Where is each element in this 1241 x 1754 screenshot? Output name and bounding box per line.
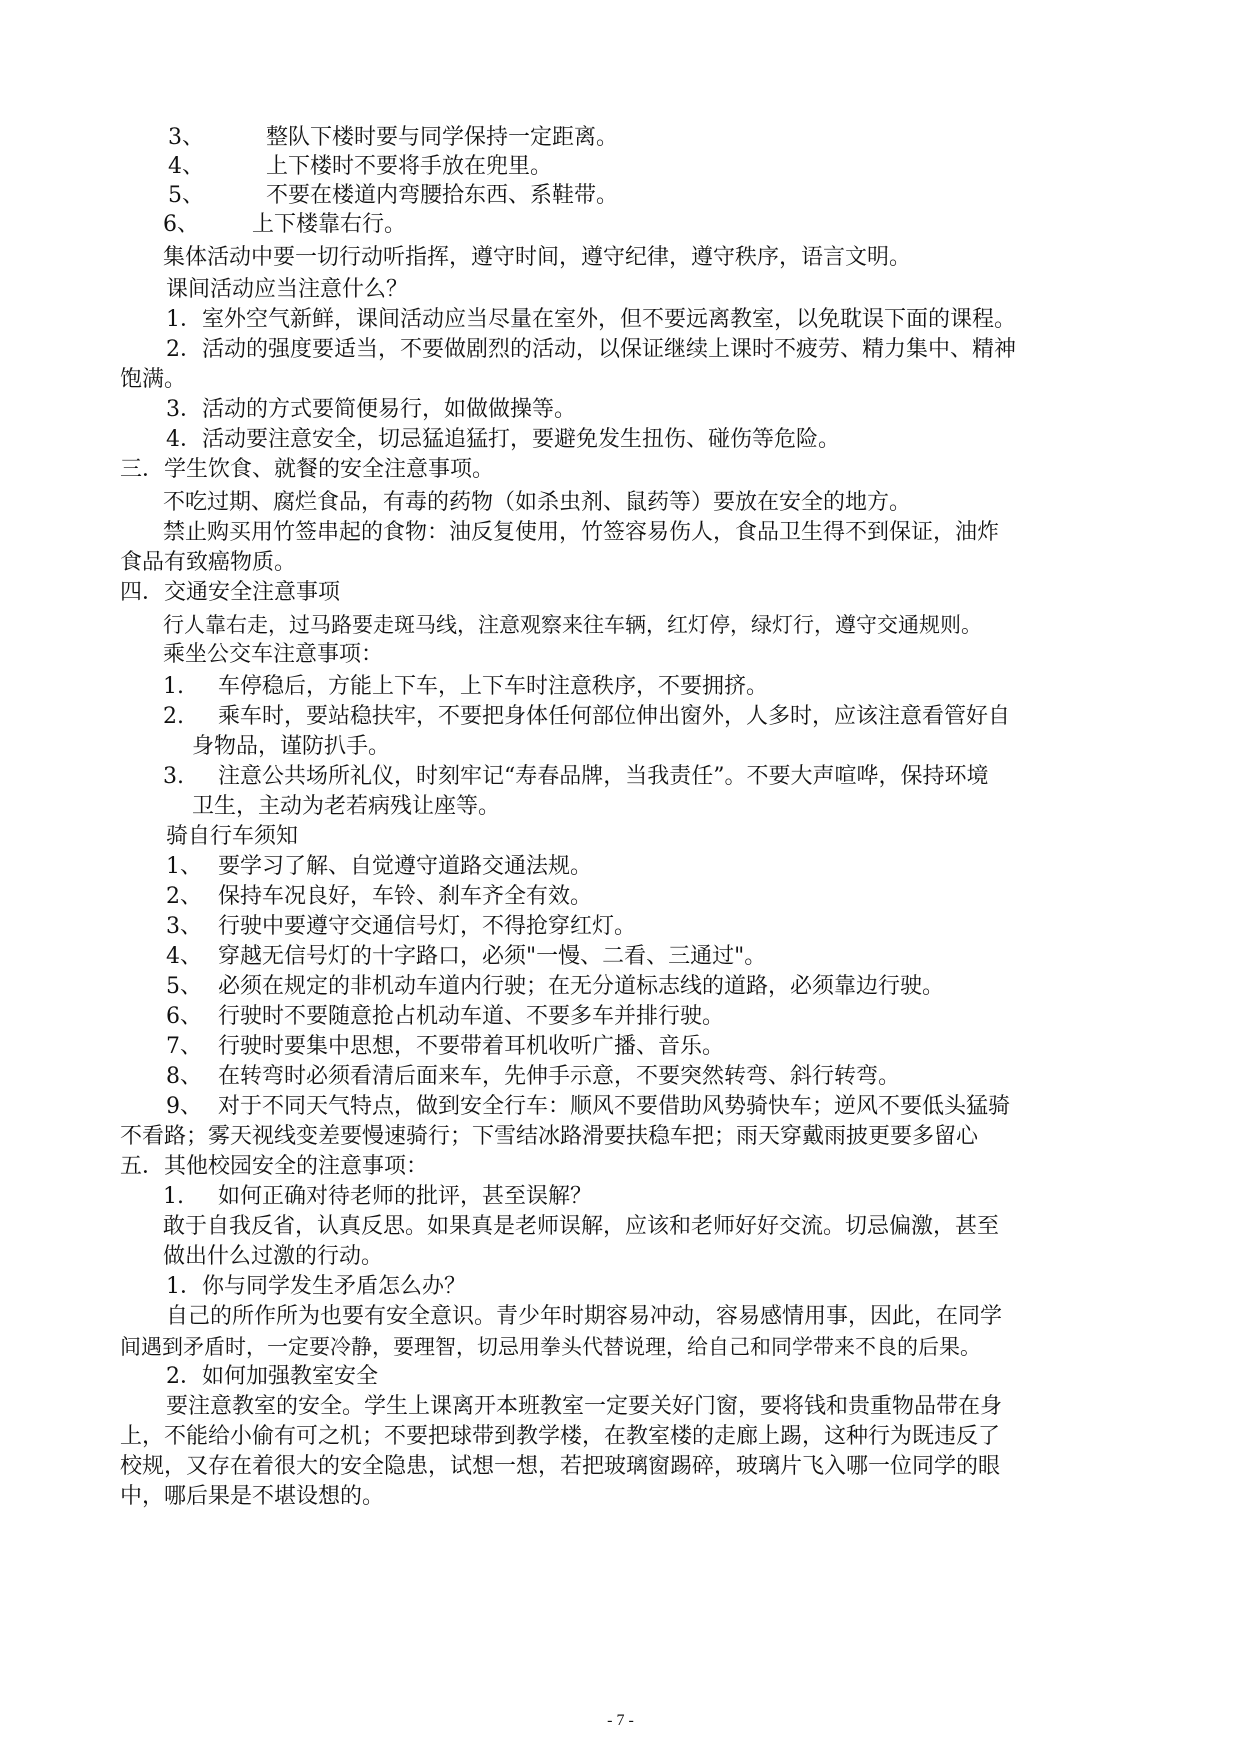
text-line xyxy=(166,1002,1241,1032)
text-line xyxy=(166,822,1241,852)
text-line xyxy=(120,548,1241,578)
text-line xyxy=(166,942,1241,972)
line-text: 不要在楼道内弯腰拾东西、系鞋带。 xyxy=(266,183,619,208)
line-text: 整队下楼时要与同学保持一定距离。 xyxy=(266,125,619,150)
text-line xyxy=(166,1062,1241,1092)
text-line xyxy=(166,305,1241,335)
text-line xyxy=(166,1272,1241,1302)
line-text: 中，哪后果是不堪设想的。 xyxy=(120,1484,385,1509)
line-text: 卫生，主动为老若病残让座等。 xyxy=(192,794,501,819)
line-text: 集体活动中要一切行动听指挥，遵守时间，遵守纪律，遵守秩序，语言文明。 xyxy=(163,245,912,270)
text-line xyxy=(120,1452,1241,1482)
text-line xyxy=(163,518,1241,548)
line-text: 自己的所作所为也要有安全意识。青少年时期容易冲动，容易感情用事，因此，在同学 xyxy=(166,1304,1003,1329)
text-line xyxy=(166,882,1241,912)
text-line xyxy=(166,1032,1241,1062)
text-line xyxy=(120,1482,1241,1512)
text-line xyxy=(163,672,1241,702)
list-number: 7、 xyxy=(166,1034,202,1059)
line-text: 注意公共场所礼仪，时刻牢记“寿春品牌，当我责任”。不要大声喧哗，保持环境 xyxy=(218,764,989,789)
line-text: 校规，又存在着很大的安全隐患，试想一想，若把玻璃窗踢碎，玻璃片飞入哪一位同学的眼 xyxy=(120,1454,1001,1479)
text-line xyxy=(120,578,1241,608)
text-line xyxy=(120,1122,1241,1152)
line-text: 1．你与同学发生矛盾怎么办？ xyxy=(166,1274,466,1299)
line-text: 车停稳后，方能上下车，上下车时注意秩序，不要拥挤。 xyxy=(218,674,769,699)
text-line xyxy=(163,702,1241,732)
text-line xyxy=(163,488,1241,518)
text-line xyxy=(163,210,1241,240)
list-number: 6、 xyxy=(163,212,199,237)
text-line xyxy=(166,395,1241,425)
list-number: 1、 xyxy=(166,854,202,879)
text-line xyxy=(166,1392,1241,1422)
list-number: 5、 xyxy=(166,974,202,999)
line-text: 要注意教室的安全。学生上课离开本班教室一定要关好门窗，要将钱和贵重物品带在身 xyxy=(166,1394,1003,1419)
text-line xyxy=(166,425,1241,455)
text-line xyxy=(168,152,1241,182)
list-number: 1. xyxy=(163,674,184,699)
text-line xyxy=(168,181,1241,211)
list-number: 4、 xyxy=(168,154,204,179)
line-text: 行人靠右走，过马路要走斑马线，注意观察来往车辆，红灯停，绿灯行，遵守交通规则。 xyxy=(163,613,982,637)
text-line xyxy=(163,1182,1241,1212)
text-line xyxy=(166,852,1241,882)
line-text: 敢于自我反省，认真反思。如果真是老师误解，应该和老师好好交流。切忌偏激，甚至 xyxy=(163,1214,1000,1239)
list-number: 2、 xyxy=(166,884,202,909)
text-line xyxy=(166,1362,1241,1392)
line-text: 禁止购买用竹签串起的食物：油反复使用，竹签容易伤人，食品卫生得不到保证，油炸 xyxy=(163,520,1000,545)
line-text: 在转弯时必须看清后面来车，先伸手示意，不要突然转弯、斜行转弯。 xyxy=(218,1064,901,1089)
line-text: 3．活动的方式要简便易行，如做做操等。 xyxy=(166,397,576,422)
text-line xyxy=(120,1422,1241,1452)
line-text: 乘坐公交车注意事项： xyxy=(163,642,384,667)
line-text: 不看路；雾天视线变差要慢速骑行；下雪结冰路滑要扶稳车把；雨天穿戴雨披更要多留心 xyxy=(120,1124,979,1149)
list-number: 3. xyxy=(163,764,184,789)
line-text: 身物品，谨防扒手。 xyxy=(192,734,391,759)
line-text: 上下楼时不要将手放在兜里。 xyxy=(266,154,553,179)
text-line xyxy=(163,1212,1241,1242)
list-number: 2. xyxy=(163,704,184,729)
text-line xyxy=(166,275,1241,305)
line-text: 上下楼靠右行。 xyxy=(252,212,407,237)
line-text: 必须在规定的非机动车道内行驶；在无分道标志线的道路，必须靠边行驶。 xyxy=(218,974,945,999)
line-text: 四．交通安全注意事项 xyxy=(120,580,341,605)
text-line xyxy=(168,123,1241,153)
line-text: 饱满。 xyxy=(120,367,187,392)
line-text: 乘车时，要站稳扶牢，不要把身体任何部位伸出窗外，人多时，应该注意看管好自 xyxy=(218,704,1011,729)
text-line xyxy=(166,972,1241,1002)
line-text: 课间活动应当注意什么？ xyxy=(166,277,409,302)
list-number: 6、 xyxy=(166,1004,202,1029)
line-text: 上，不能给小偷有可之机；不要把球带到教学楼，在教室楼的走廊上踢，这种行为既违反了 xyxy=(120,1424,1001,1449)
text-line xyxy=(163,1242,1241,1272)
text-line xyxy=(192,792,1241,822)
text-line xyxy=(166,335,1241,365)
list-number: 4、 xyxy=(166,944,202,969)
line-text: 五．其他校园安全的注意事项： xyxy=(120,1154,429,1179)
list-number: 8、 xyxy=(166,1064,202,1089)
text-line xyxy=(163,762,1241,792)
line-text: 1．室外空气新鲜，课间活动应当尽量在室外，但不要远离教室，以免耽误下面的课程。 xyxy=(166,307,1016,332)
text-line xyxy=(166,912,1241,942)
text-line xyxy=(192,732,1241,762)
line-text: 如何正确对待老师的批评，甚至误解？ xyxy=(218,1184,593,1209)
line-text: 行驶时不要随意抢占机动车道、不要多车并排行驶。 xyxy=(218,1004,725,1029)
line-text: 对于不同天气特点，做到安全行车：顺风不要借助风势骑快车；逆风不要低头猛骑 xyxy=(218,1094,1011,1119)
line-text: 骑自行车须知 xyxy=(166,824,299,849)
line-text: 做出什么过激的行动。 xyxy=(163,1244,384,1269)
line-text: 三．学生饮食、就餐的安全注意事项。 xyxy=(120,457,495,482)
line-text: 行驶时要集中思想，不要带着耳机收听广播、音乐。 xyxy=(218,1034,725,1059)
line-text: 保持车况良好，车铃、刹车齐全有效。 xyxy=(218,884,593,909)
list-number: 3、 xyxy=(168,125,204,150)
line-text: 穿越无信号灯的十字路口，必须"一慢、二看、三通过"。 xyxy=(218,944,767,969)
list-number: 5、 xyxy=(168,183,204,208)
list-number: 3、 xyxy=(166,914,202,939)
line-text: 要学习了解、自觉遵守道路交通法规。 xyxy=(218,854,593,879)
line-text: 行驶中要遵守交通信号灯，不得抢穿红灯。 xyxy=(218,914,637,939)
line-text: 4．活动要注意安全，切忌猛追猛打，要避免发生扭伤、碰伤等危险。 xyxy=(166,427,840,452)
line-text: 2．如何加强教室安全 xyxy=(166,1364,378,1389)
list-number: 1. xyxy=(163,1184,184,1209)
line-text: 不吃过期、腐烂食品，有毒的药物（如杀虫剂、鼠药等）要放在安全的地方。 xyxy=(163,490,912,515)
list-number: 9、 xyxy=(166,1094,202,1119)
line-text: 间遇到矛盾时，一定要冷静，要理智，切忌用拳头代替说理，给自己和同学带来不良的后果。 xyxy=(120,1335,981,1359)
text-line xyxy=(166,1092,1241,1122)
page-number: - 7 - xyxy=(607,1712,634,1729)
text-line xyxy=(120,1332,1241,1362)
text-line xyxy=(163,243,1241,273)
text-line xyxy=(163,610,1241,640)
text-line xyxy=(120,455,1241,485)
text-line xyxy=(163,640,1241,670)
text-line xyxy=(120,365,1241,395)
line-text: 食品有致癌物质。 xyxy=(120,550,297,575)
text-line xyxy=(120,1152,1241,1182)
line-text: 2．活动的强度要适当，不要做剧烈的活动，以保证继续上课时不疲劳、精力集中、精神 xyxy=(166,337,1016,362)
text-line xyxy=(166,1302,1241,1332)
